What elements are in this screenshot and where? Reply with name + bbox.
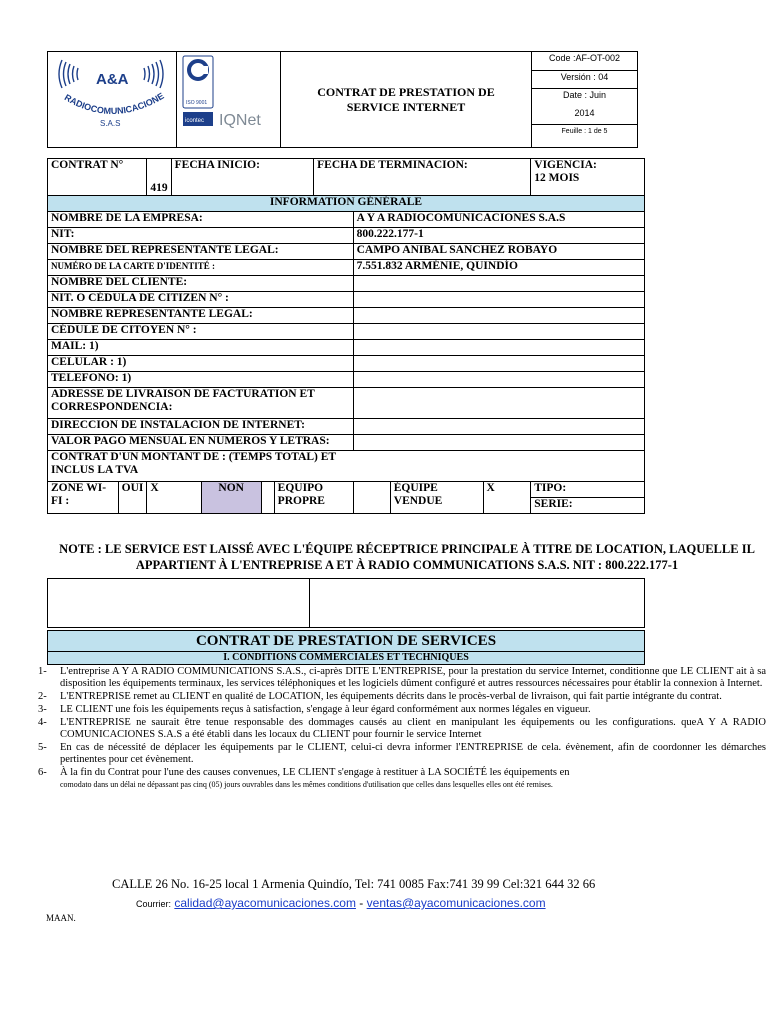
- install-value[interactable]: [353, 419, 644, 435]
- year-value: 2014: [574, 107, 595, 118]
- page-value: Feuille : 1 de 5: [561, 128, 608, 135]
- year-cell: [532, 107, 638, 125]
- clause-number: 2-: [38, 691, 47, 702]
- row-label: NOMBRE DEL REPRESENTANTE LEGAL:: [48, 244, 354, 260]
- row-value[interactable]: [353, 308, 644, 324]
- row-label: CÉDULE DE CITOYEN N° :: [48, 324, 354, 340]
- clause-text: L'ENTREPRISE remet au CLIENT en qualité de LOCATION, les équipements décrits dans le procès-verbal de livraison, qui fait partie intégrante du contrat.: [60, 691, 722, 702]
- clause-text: L'entreprise A Y A RADIO COMMUNICATIONS S.A.S., ci-après DITE L'ENTREPRISE, pour la prestation du service Internet, conditionne que LE CLIENT ait à sa disposition les équipements terminaux, les services téléphoniques et les logiciels dûment configuré et autres ressources nécessaires pour établir la connexion à Internet.: [60, 666, 766, 689]
- signature-box-right[interactable]: [310, 579, 645, 628]
- clause-item: [38, 767, 766, 791]
- courrier-label: Courrier:: [136, 899, 172, 909]
- contract-title: CONTRAT DE PRESTATION DE SERVICES: [48, 631, 645, 652]
- address-value[interactable]: [353, 388, 644, 419]
- clause-item: [38, 704, 766, 716]
- clause-number: 5-: [38, 742, 47, 753]
- clause-number: 1-: [38, 666, 47, 677]
- start-date-field[interactable]: [171, 159, 314, 196]
- equipo-propre-label: EQUIPO PROPRE: [274, 482, 353, 514]
- footer-address: CALLE 26 No. 16-25 local 1 Armenia Quindío, Tel: 741 0085 Fax:741 39 99 Cel:321 644 32 66: [112, 877, 596, 891]
- conditions-title: I. CONDITIONS COMMERCIALES ET TECHNIQUES: [48, 652, 645, 665]
- clause-number: 6-: [38, 767, 47, 778]
- page-cell: [532, 125, 638, 148]
- clause-text: En cas de nécessité de déplacer les équipements par le CLIENT, celui-ci devra informer l'ENTREPRISE de cela. évènement, afin de coordonner les démarches pertinentes pour cet évènement.: [60, 742, 766, 765]
- version-value: Versión : 04: [560, 71, 609, 82]
- wifi-zone-label: ZONE WI-FI :: [48, 482, 119, 514]
- clause-text: LE CLIENT une fois les équipements reçus à satisfaction, s'engage à leur égard conformément aux normes légales en vigueur.: [60, 704, 591, 715]
- version-cell: [532, 70, 638, 89]
- company-logo: [48, 52, 177, 148]
- clause-item: [38, 666, 766, 690]
- date-value: Date : Juin: [562, 90, 607, 101]
- contract-number-label: CONTRAT N°: [48, 159, 147, 196]
- clause-number: 4-: [38, 717, 47, 728]
- email-link-calidad[interactable]: calidad@ayacomunicaciones.com: [174, 896, 356, 910]
- certification-icon: [177, 52, 280, 143]
- row-value[interactable]: [353, 372, 644, 388]
- row-value[interactable]: 800.222.177-1: [353, 228, 644, 244]
- svg-text:A&A: A&A: [96, 71, 129, 88]
- clause-text: À la fin du Contrat pour l'une des causes convenues, LE CLIENT s'engage à restituer à LA SOCIÉTÉ les équipements en: [60, 767, 570, 778]
- clause-tail: comodato dans un délai ne dépassant pas cinq (05) jours ouvrables dans les mêmes conditions d'utilisation que celles dans lesquelles elles ont été remises.: [60, 780, 553, 789]
- row-value[interactable]: [353, 292, 644, 308]
- author-initials: MAAN.: [46, 913, 76, 923]
- equipo-propre-mark[interactable]: [353, 482, 390, 514]
- row-label: MAIL: 1): [48, 340, 354, 356]
- code-value: Code :AF-OT-002: [548, 53, 621, 63]
- contract-number-value: 419: [147, 159, 171, 196]
- contract-title-bar: [47, 630, 645, 652]
- clause-item: [38, 717, 766, 741]
- amount-label: CONTRAT D'UN MONTANT DE : (TEMPS TOTAL) ET INCLUS LA TVA: [48, 451, 645, 482]
- row-label: NOMBRE DE LA EMPRESA:: [48, 212, 354, 228]
- row-value[interactable]: [353, 276, 644, 292]
- validity-field: [531, 159, 645, 196]
- row-label: NIT. O CÉDULA DE CITIZEN N° :: [48, 292, 354, 308]
- row-label: NIT:: [48, 228, 354, 244]
- row-value[interactable]: A Y A RADIOCOMUNICACIONES S.A.S: [353, 212, 644, 228]
- payment-label: VALOR PAGO MENSUAL EN NUMEROS Y LETRAS:: [48, 435, 354, 451]
- clause-text: L'ENTREPRISE ne saurait être tenue responsable des dommages causés au client en manipulant les équipements ou les configurations. queA Y A RADIO COMUNICACIONES S.A.S a été établi dans les locaux du CLIENT pour fournir le service Internet: [60, 717, 766, 740]
- install-label: DIRECCION DE INSTALACION DE INTERNET:: [48, 419, 354, 435]
- logo-sas: S.A.S: [100, 119, 121, 128]
- equipe-vendue-mark[interactable]: X: [483, 482, 531, 514]
- title-line-2: SERVICE INTERNET: [346, 99, 466, 114]
- validity-label: VIGENCIA:: [534, 159, 597, 171]
- end-date-label: FECHA DE TERMINACION:: [317, 159, 468, 171]
- row-value[interactable]: 7.551.832 ARMÉNIE, QUINDÍO: [353, 260, 644, 276]
- signature-box-left[interactable]: [48, 579, 310, 628]
- wifi-non-label[interactable]: NON: [201, 482, 261, 514]
- conditions-title-bar: [47, 651, 645, 665]
- start-date-label: FECHA INICIO:: [174, 159, 260, 171]
- iqnet-label: IQNet: [219, 112, 261, 129]
- certification-logos: [177, 52, 281, 148]
- wifi-non-mark[interactable]: [261, 482, 274, 514]
- signature-boxes: [47, 578, 645, 628]
- end-date-field[interactable]: [314, 159, 531, 196]
- row-label: NOMBRE DEL CLIENTE:: [48, 276, 354, 292]
- row-value[interactable]: [353, 324, 644, 340]
- validity-value: 12 MOIS: [534, 172, 580, 184]
- tipo-field[interactable]: TIPO:: [531, 482, 645, 498]
- title-line-1: CONTRAT DE PRESTATION DE: [317, 84, 495, 99]
- clause-item: [38, 742, 766, 766]
- iso-label: ISO 9001: [186, 100, 208, 106]
- clause-text-block: [60, 767, 766, 791]
- row-label: NOMBRE REPRESENTANTE LEGAL:: [48, 308, 354, 324]
- logo-text: RADIOCOMUNICACIONE: [62, 90, 166, 117]
- row-label: NUMÉRO DE LA CARTE D'IDENTITÉ :: [48, 260, 354, 276]
- row-value[interactable]: CAMPO ANIBAL SANCHEZ ROBAYO: [353, 244, 644, 260]
- clause-number: 3-: [38, 704, 47, 715]
- address-label: ADRESSE DE LIVRAISON DE FACTURATION ET CORRESPONDENCIA:: [48, 388, 354, 419]
- payment-value[interactable]: [353, 435, 644, 451]
- radio-waves-logo-icon: [48, 52, 176, 143]
- row-label: CELULAR : 1): [48, 356, 354, 372]
- section-general-title: INFORMATION GÉNÉRALE: [48, 196, 645, 212]
- document-title: [281, 52, 532, 148]
- row-value[interactable]: [353, 356, 644, 372]
- email-link-ventas[interactable]: ventas@ayacomunicaciones.com: [366, 896, 546, 910]
- equipe-vendue-label: ÉQUIPE VENDUE: [390, 482, 483, 514]
- location-note: NOTE : LE SERVICE EST LAISSÉ AVEC L'ÉQUIPE RÉCEPTRICE PRINCIPALE À TITRE DE LOCATION, LAQUELLE IL APPARTIENT À L'ENTREPRISE A ET À RADIO COMMUNICATIONS S.A.S. NIT : 800.222.177-1: [59, 542, 755, 572]
- wifi-oui-label: OUI: [118, 482, 147, 514]
- icontec-label: icontec: [185, 118, 205, 124]
- clauses-list: [38, 666, 766, 792]
- row-label: TELEFONO: 1): [48, 372, 354, 388]
- email-separator: -: [355, 896, 367, 910]
- row-value[interactable]: [353, 340, 644, 356]
- footer-emails: [136, 896, 546, 910]
- serie-field[interactable]: SERIE:: [531, 498, 645, 514]
- general-information-table: [47, 158, 645, 514]
- date-cell: [532, 89, 638, 107]
- document-header: [47, 51, 638, 148]
- code-cell: [532, 52, 638, 71]
- wifi-oui-mark[interactable]: X: [147, 482, 201, 514]
- clause-item: [38, 691, 766, 703]
